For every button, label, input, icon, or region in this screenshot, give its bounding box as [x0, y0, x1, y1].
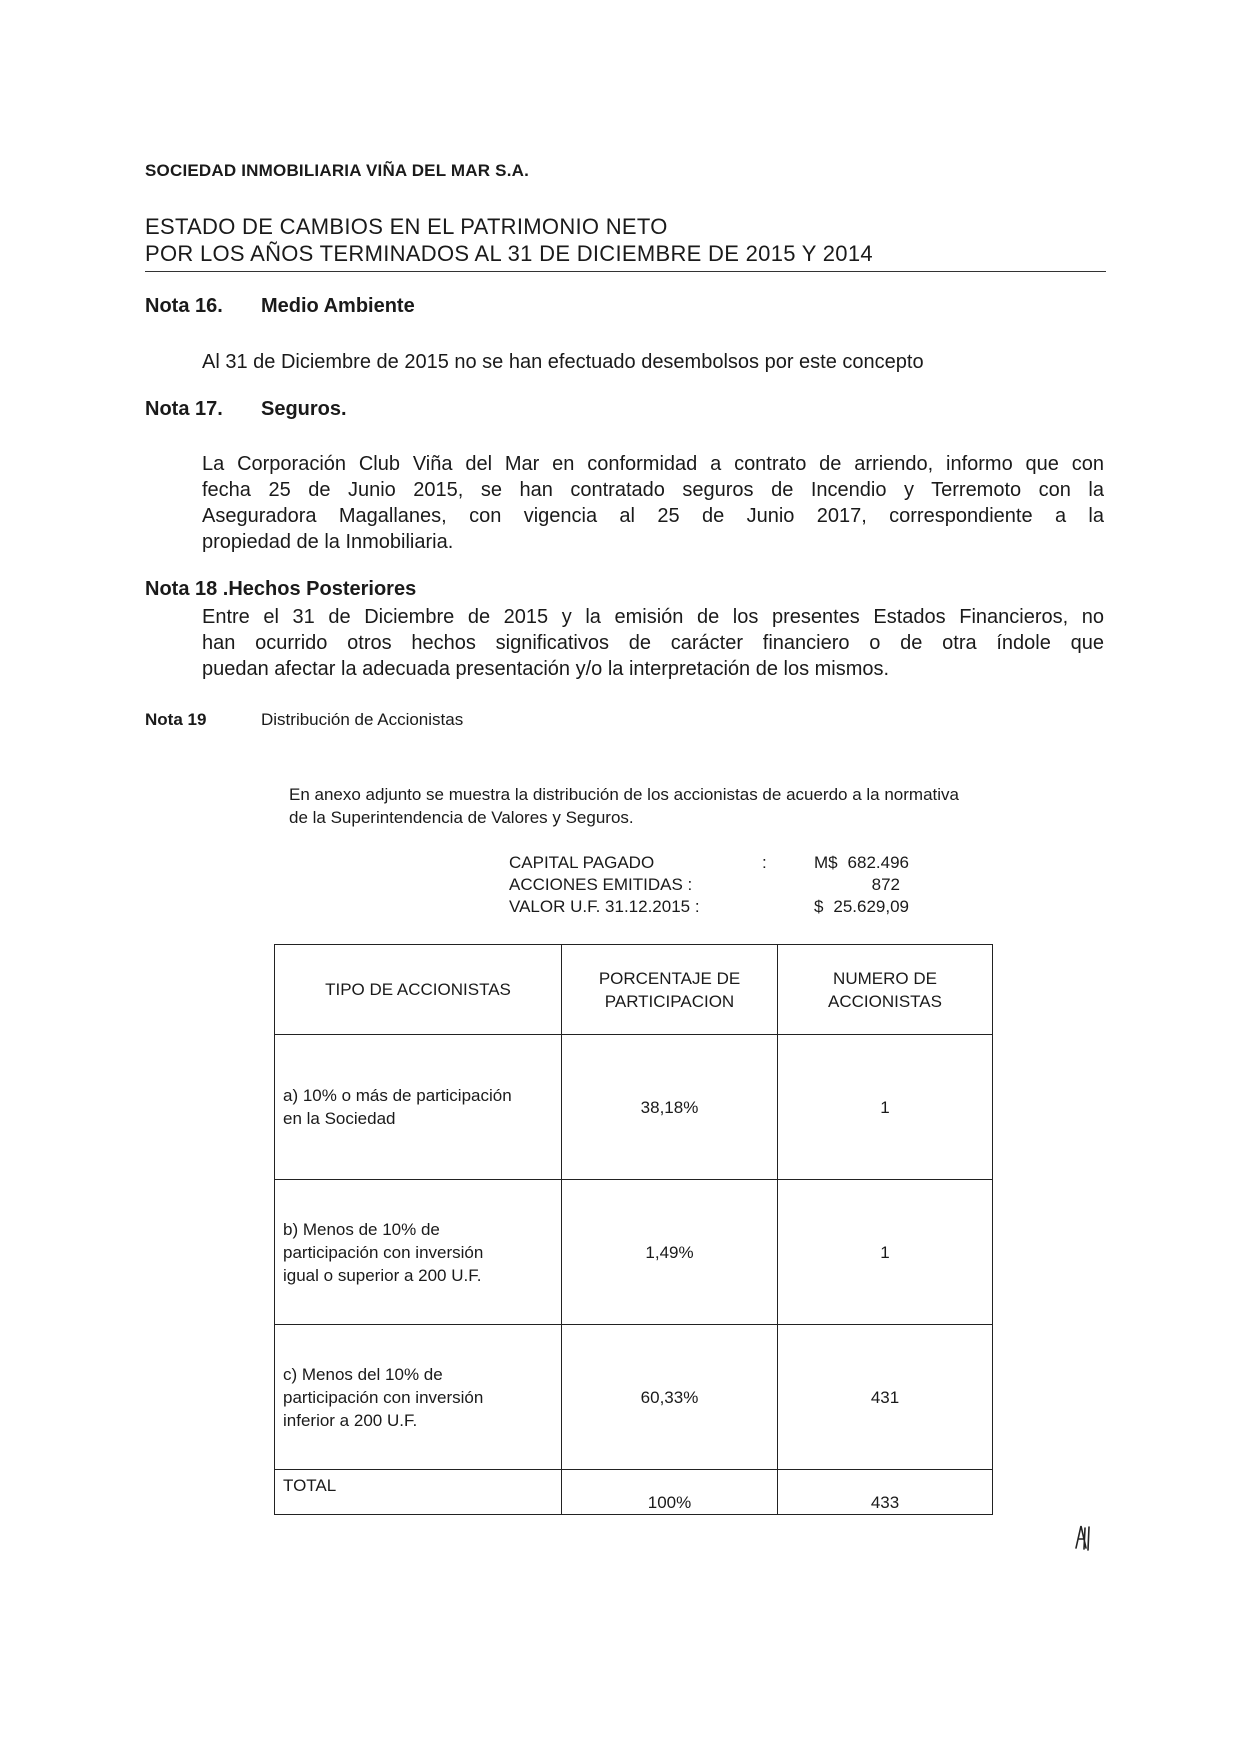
- nota-16-title: Medio Ambiente: [261, 295, 415, 317]
- row-tipo-line: participación con inversión: [283, 1387, 484, 1407]
- nota-18-text: [202, 604, 1104, 682]
- shareholder-distribution-table: [274, 944, 993, 1515]
- nota-16-text: [202, 349, 1104, 375]
- header-numero-line: ACCIONISTAS: [828, 991, 942, 1011]
- capital-pagado-value: 682.496: [847, 853, 909, 872]
- document-title: [145, 213, 873, 267]
- capital-pagado-row: [509, 852, 939, 874]
- nota-17-line: Aseguradora Magallanes, con vigencia al 25 de Junio 2017, correspondiente a la: [202, 505, 1104, 527]
- header-porcentaje-line: PARTICIPACION: [604, 991, 735, 1011]
- row-tipo-line: a) 10% o más de participación: [283, 1086, 512, 1105]
- header-tipo: TIPO DE ACCIONISTAS: [275, 945, 562, 1035]
- row-porcentaje: 60,33%: [562, 1325, 778, 1470]
- nota-16-heading: [145, 295, 415, 318]
- row-tipo: [275, 1035, 562, 1180]
- row-numero: 1: [778, 1180, 993, 1325]
- nota-17-line: fecha 25 de Junio 2015, se han contratado seguros de Incendio y Terremoto con la: [202, 479, 1104, 501]
- table-row: [275, 1035, 993, 1180]
- handwritten-initials-mark: [1072, 1522, 1094, 1552]
- nota-18-line: puedan afectar la adecuada presentación y/o la interpretación de los mismos.: [202, 658, 890, 680]
- nota-17-title: Seguros.: [261, 398, 347, 420]
- row-porcentaje: 38,18%: [562, 1035, 778, 1180]
- header-numero-line: NUMERO DE: [833, 968, 937, 988]
- row-tipo-line: inferior a 200 U.F.: [283, 1410, 418, 1430]
- nota-18-heading: Nota 18 .Hechos Posteriores: [145, 578, 417, 600]
- nota-19-number: Nota 19: [145, 710, 207, 729]
- table-row: [275, 1180, 993, 1325]
- total-numero: 433: [778, 1470, 993, 1515]
- row-numero: 1: [778, 1035, 993, 1180]
- nota-18-line: han ocurrido otros hechos significativos de carácter financiero o de otra índole que: [202, 632, 1104, 654]
- total-porcentaje: 100%: [562, 1470, 778, 1515]
- header-numero: [778, 945, 993, 1035]
- table-total-row: [275, 1470, 993, 1515]
- capital-pagado-label: CAPITAL PAGADO: [509, 853, 655, 872]
- acciones-emitidas-row: [509, 874, 939, 896]
- row-tipo: [275, 1180, 562, 1325]
- valor-uf-value: 25.629,09: [833, 897, 909, 916]
- nota-18-line: Entre el 31 de Diciembre de 2015 y la emisión de los presentes Estados Financieros, no: [202, 606, 1104, 628]
- nota-17-heading: [145, 398, 347, 421]
- valor-uf-currency: $: [814, 897, 824, 916]
- nota-19-title: Distribución de Accionistas: [261, 710, 464, 729]
- annex-line: En anexo adjunto se muestra la distribución de los accionistas de acuerdo a la normativa: [289, 785, 959, 804]
- nota-16-line: Al 31 de Diciembre de 2015 no se han efectuado desembolsos por este concepto: [202, 351, 924, 373]
- total-label: TOTAL: [275, 1470, 562, 1515]
- capital-pagado-currency: M$: [814, 853, 838, 872]
- nota-17-line: propiedad de la Inmobiliaria.: [202, 531, 454, 553]
- capital-facts: [509, 852, 939, 918]
- acciones-emitidas-label: ACCIONES EMITIDAS :: [509, 875, 693, 894]
- valor-uf-row: [509, 896, 939, 918]
- row-numero: 431: [778, 1325, 993, 1470]
- nota-17-number: Nota 17.: [145, 398, 223, 420]
- title-line-1: ESTADO DE CAMBIOS EN EL PATRIMONIO NETO: [145, 214, 668, 239]
- nota-17-text: [202, 451, 1104, 555]
- table-row: [275, 1325, 993, 1470]
- row-tipo-line: b) Menos de 10% de: [283, 1219, 440, 1239]
- header-porcentaje: [562, 945, 778, 1035]
- row-tipo-line: igual o superior a 200 U.F.: [283, 1265, 482, 1285]
- row-porcentaje: 1,49%: [562, 1180, 778, 1325]
- company-name: SOCIEDAD INMOBILIARIA VIÑA DEL MAR S.A.: [145, 161, 530, 180]
- row-tipo-line: en la Sociedad: [283, 1109, 396, 1128]
- capital-pagado-colon: :: [762, 853, 767, 872]
- valor-uf-label: VALOR U.F. 31.12.2015 :: [509, 897, 700, 916]
- table-header-row: [275, 945, 993, 1035]
- nota-17-line: La Corporación Club Viña del Mar en conformidad a contrato de arriendo, informo que con: [202, 453, 1104, 475]
- title-line-2: POR LOS AÑOS TERMINADOS AL 31 DE DICIEMBRE DE 2015 Y 2014: [145, 241, 873, 266]
- header-porcentaje-line: PORCENTAJE DE: [598, 968, 741, 988]
- row-tipo-line: participación con inversión: [283, 1242, 484, 1262]
- nota-19-heading: [145, 710, 463, 730]
- annex-text: [289, 783, 1099, 829]
- row-tipo-line: c) Menos del 10% de: [283, 1364, 443, 1384]
- acciones-emitidas-value: 872: [871, 875, 900, 894]
- header-divider: [145, 271, 1106, 272]
- nota-16-number: Nota 16.: [145, 295, 223, 317]
- annex-line: de la Superintendencia de Valores y Seguros.: [289, 808, 634, 827]
- row-tipo: [275, 1325, 562, 1470]
